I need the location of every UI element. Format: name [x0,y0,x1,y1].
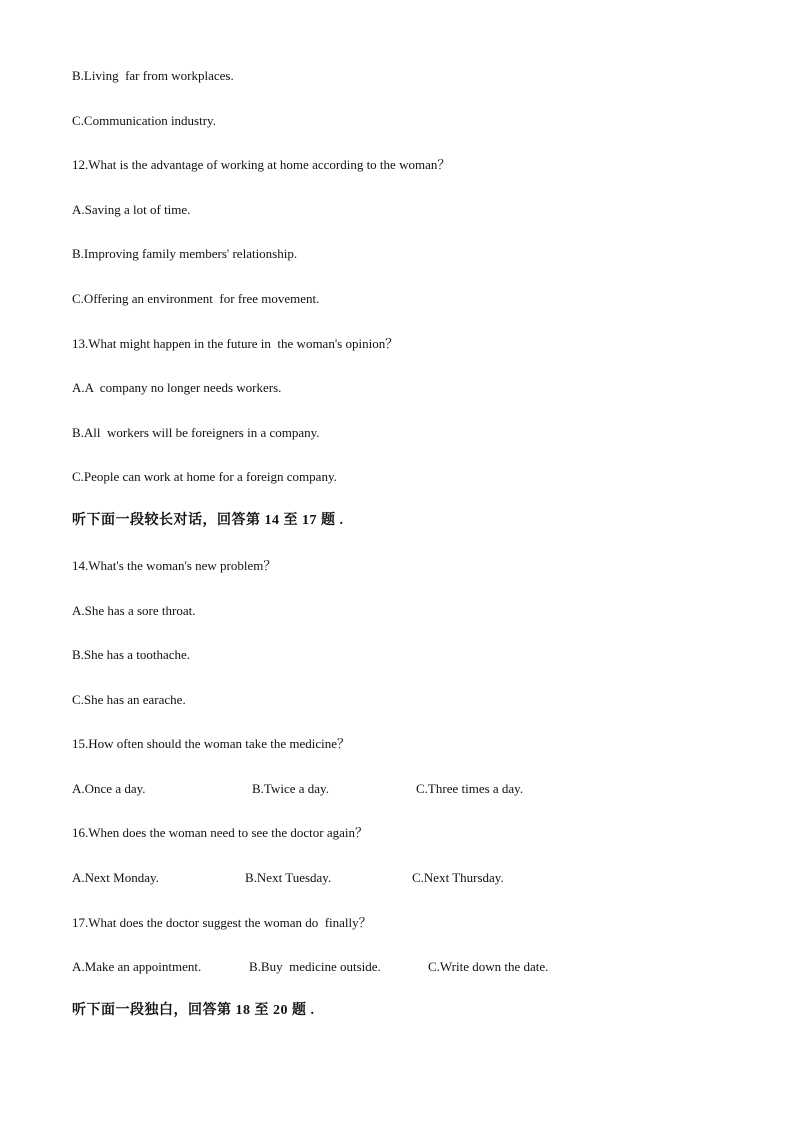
q15-question: 15.How often should the woman take the medicine？ [72,736,350,751]
q15-option-c: C.Three times a day. [416,781,524,796]
q14-option-b: B.She has a toothache. [72,647,191,662]
q12-question: 12.What is the advantage of working at home according to the woman？ [72,157,451,172]
section-heading-14-17: 听下面一段较长对话，回答第 14 至 17 题 . [72,513,344,528]
q17-option-b: B.Buy medicine outside. [249,959,381,974]
q11-option-b: B.Living far from workplaces. [72,68,234,83]
q16-option-b: B.Next Tuesday. [245,870,332,885]
q16-question: 16.When does the woman need to see the doctor again？ [72,825,369,840]
q13-option-c: C.People can work at home for a foreign company. [72,469,337,484]
q14-option-a: A.She has a sore throat. [72,603,196,618]
q12-option-a: A.Saving a lot of time. [72,202,191,217]
q14-option-c: C.She has an earache. [72,692,186,707]
q16-option-a: A.Next Monday. [72,870,159,885]
section-heading-18-20: 听下面一段独白，回答第 18 至 20 题 . [72,1003,315,1018]
q12-option-b: B.Improving family members' relationship. [72,246,298,261]
q13-question: 13.What might happen in the future in the woman's opinion？ [72,336,399,351]
q17-question: 17.What does the doctor suggest the woman do finally？ [72,915,372,930]
q16-option-c: C.Next Thursday. [412,870,504,885]
q11-option-c: C.Communication industry. [72,113,216,128]
q15-option-a: A.Once a day. [72,781,146,796]
q13-option-a: A.A company no longer needs workers. [72,380,282,395]
q17-option-a: A.Make an appointment. [72,959,202,974]
q15-option-b: B.Twice a day. [252,781,329,796]
q13-option-b: B.All workers will be foreigners in a company. [72,425,320,440]
q17-option-c: C.Write down the date. [428,959,549,974]
q14-question: 14.What's the woman's new problem？ [72,558,277,573]
q12-option-c: C.Offering an environment for free movement. [72,291,320,306]
